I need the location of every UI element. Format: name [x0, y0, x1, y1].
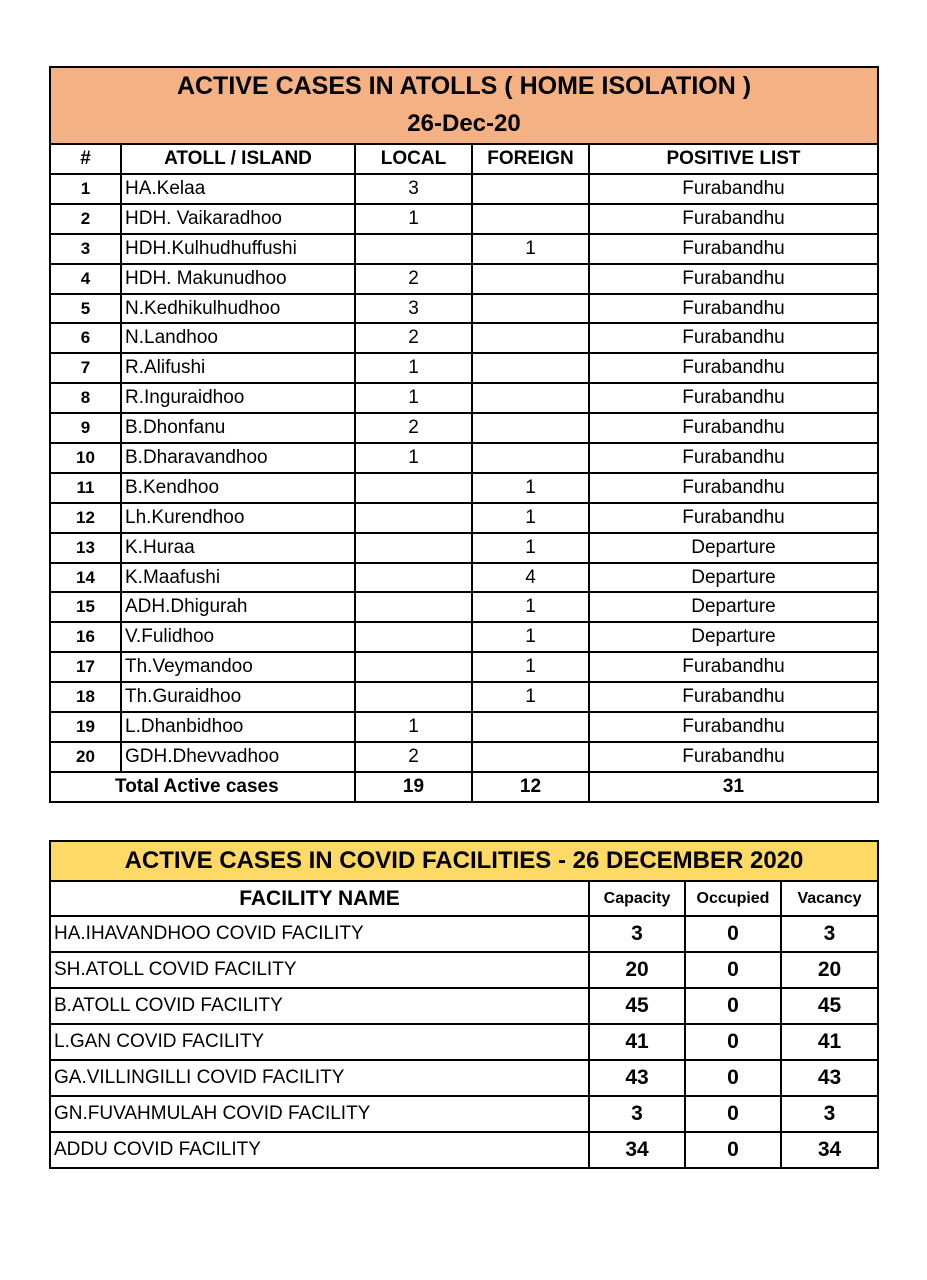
vacancy-value: 45 — [781, 988, 878, 1024]
local-count: 1 — [355, 383, 472, 413]
local-count: 3 — [355, 174, 472, 204]
island-name: HDH. Vaikaradhoo — [121, 204, 355, 234]
table-row — [50, 294, 878, 324]
capacity-value: 34 — [589, 1132, 685, 1168]
table-row — [50, 592, 878, 622]
table-row — [50, 682, 878, 712]
table-row — [50, 712, 878, 742]
row-number: 8 — [50, 383, 121, 413]
col-header-occupied: Occupied — [685, 881, 781, 916]
table-row — [50, 383, 878, 413]
local-count — [355, 473, 472, 503]
facility-name: SH.ATOLL COVID FACILITY — [50, 952, 589, 988]
row-number: 3 — [50, 234, 121, 264]
table-row — [50, 503, 878, 533]
positive-list: Furabandhu — [589, 652, 878, 682]
facility-name: L.GAN COVID FACILITY — [50, 1024, 589, 1060]
foreign-count — [472, 353, 589, 383]
row-number: 18 — [50, 682, 121, 712]
positive-list: Departure — [589, 622, 878, 652]
positive-list: Furabandhu — [589, 323, 878, 353]
foreign-count — [472, 383, 589, 413]
island-name: Lh.Kurendhoo — [121, 503, 355, 533]
foreign-count: 1 — [472, 533, 589, 563]
foreign-count: 1 — [472, 652, 589, 682]
island-name: HDH.Kulhudhuffushi — [121, 234, 355, 264]
local-count: 2 — [355, 742, 472, 772]
col-header-num: # — [50, 144, 121, 174]
island-name: Th.Guraidhoo — [121, 682, 355, 712]
row-number: 19 — [50, 712, 121, 742]
positive-list: Furabandhu — [589, 473, 878, 503]
foreign-count — [472, 323, 589, 353]
positive-list: Furabandhu — [589, 383, 878, 413]
local-count — [355, 652, 472, 682]
island-name: V.Fulidhoo — [121, 622, 355, 652]
local-count: 1 — [355, 443, 472, 473]
row-number: 14 — [50, 563, 121, 593]
facility-name: GA.VILLINGILLI COVID FACILITY — [50, 1060, 589, 1096]
capacity-value: 43 — [589, 1060, 685, 1096]
occupied-value: 0 — [685, 988, 781, 1024]
table-row — [50, 952, 878, 988]
capacity-value: 3 — [589, 916, 685, 952]
island-name: HA.Kelaa — [121, 174, 355, 204]
row-number: 10 — [50, 443, 121, 473]
vacancy-value: 41 — [781, 1024, 878, 1060]
table-row — [50, 916, 878, 952]
positive-list: Departure — [589, 563, 878, 593]
row-number: 1 — [50, 174, 121, 204]
capacity-value: 41 — [589, 1024, 685, 1060]
vacancy-value: 20 — [781, 952, 878, 988]
island-name: Th.Veymandoo — [121, 652, 355, 682]
facility-name: ADDU COVID FACILITY — [50, 1132, 589, 1168]
local-count: 2 — [355, 264, 472, 294]
local-count: 1 — [355, 712, 472, 742]
island-name: R.Inguraidhoo — [121, 383, 355, 413]
table-row — [50, 204, 878, 234]
local-count — [355, 503, 472, 533]
positive-list: Departure — [589, 533, 878, 563]
occupied-value: 0 — [685, 1024, 781, 1060]
positive-list: Furabandhu — [589, 413, 878, 443]
occupied-value: 0 — [685, 1096, 781, 1132]
capacity-value: 20 — [589, 952, 685, 988]
occupied-value: 0 — [685, 916, 781, 952]
foreign-count — [472, 264, 589, 294]
facility-name: GN.FUVAHMULAH COVID FACILITY — [50, 1096, 589, 1132]
occupied-value: 0 — [685, 1060, 781, 1096]
island-name: GDH.Dhevvadhoo — [121, 742, 355, 772]
foreign-count — [472, 174, 589, 204]
row-number: 4 — [50, 264, 121, 294]
total-row — [50, 772, 878, 802]
home-isolation-title: ACTIVE CASES IN ATOLLS ( HOME ISOLATION ) — [50, 67, 878, 105]
foreign-count: 1 — [472, 682, 589, 712]
foreign-count — [472, 443, 589, 473]
table-row — [50, 622, 878, 652]
local-count: 2 — [355, 413, 472, 443]
col-header-positive-list: POSITIVE LIST — [589, 144, 878, 174]
island-name: HDH. Makunudhoo — [121, 264, 355, 294]
table-row — [50, 652, 878, 682]
foreign-count: 1 — [472, 234, 589, 264]
table-row — [50, 473, 878, 503]
island-name: B.Dharavandhoo — [121, 443, 355, 473]
positive-list: Furabandhu — [589, 264, 878, 294]
table-row — [50, 443, 878, 473]
foreign-count: 1 — [472, 622, 589, 652]
row-number: 7 — [50, 353, 121, 383]
vacancy-value: 3 — [781, 1096, 878, 1132]
foreign-count — [472, 712, 589, 742]
vacancy-value: 34 — [781, 1132, 878, 1168]
island-name: B.Dhonfanu — [121, 413, 355, 443]
row-number: 16 — [50, 622, 121, 652]
table-row — [50, 1024, 878, 1060]
table-row — [50, 742, 878, 772]
positive-list: Furabandhu — [589, 712, 878, 742]
col-header-local: LOCAL — [355, 144, 472, 174]
island-name: N.Landhoo — [121, 323, 355, 353]
col-header-foreign: FOREIGN — [472, 144, 589, 174]
positive-list: Furabandhu — [589, 742, 878, 772]
positive-list: Furabandhu — [589, 682, 878, 712]
island-name: N.Kedhikulhudhoo — [121, 294, 355, 324]
positive-list: Departure — [589, 592, 878, 622]
facility-name: HA.IHAVANDHOO COVID FACILITY — [50, 916, 589, 952]
local-count — [355, 234, 472, 264]
island-name: B.Kendhoo — [121, 473, 355, 503]
table-row — [50, 264, 878, 294]
local-count: 1 — [355, 353, 472, 383]
island-name: ADH.Dhigurah — [121, 592, 355, 622]
row-number: 11 — [50, 473, 121, 503]
table-row — [50, 1096, 878, 1132]
table-row — [50, 988, 878, 1024]
local-count — [355, 563, 472, 593]
island-name: R.Alifushi — [121, 353, 355, 383]
total-label: Total Active cases — [50, 772, 355, 802]
table-row — [50, 533, 878, 563]
positive-list: Furabandhu — [589, 353, 878, 383]
table-row — [50, 174, 878, 204]
foreign-count: 4 — [472, 563, 589, 593]
island-name: K.Maafushi — [121, 563, 355, 593]
local-count: 2 — [355, 323, 472, 353]
table-row — [50, 563, 878, 593]
foreign-count — [472, 294, 589, 324]
row-number: 5 — [50, 294, 121, 324]
island-name: L.Dhanbidhoo — [121, 712, 355, 742]
positive-list: Furabandhu — [589, 204, 878, 234]
positive-list: Furabandhu — [589, 234, 878, 264]
total-all: 31 — [589, 772, 878, 802]
foreign-count: 1 — [472, 473, 589, 503]
col-header-capacity: Capacity — [589, 881, 685, 916]
col-header-facility-name: FACILITY NAME — [50, 881, 589, 916]
table-row — [50, 1060, 878, 1096]
row-number: 15 — [50, 592, 121, 622]
table-row — [50, 353, 878, 383]
positive-list: Furabandhu — [589, 503, 878, 533]
foreign-count: 1 — [472, 592, 589, 622]
row-number: 17 — [50, 652, 121, 682]
row-number: 6 — [50, 323, 121, 353]
foreign-count — [472, 413, 589, 443]
local-count — [355, 592, 472, 622]
table-row — [50, 1132, 878, 1168]
home-isolation-date: 26-Dec-20 — [50, 105, 878, 144]
facilities-table — [49, 840, 879, 1169]
vacancy-value: 43 — [781, 1060, 878, 1096]
local-count — [355, 682, 472, 712]
foreign-count — [472, 204, 589, 234]
total-foreign: 12 — [472, 772, 589, 802]
positive-list: Furabandhu — [589, 294, 878, 324]
foreign-count — [472, 742, 589, 772]
occupied-value: 0 — [685, 1132, 781, 1168]
total-local: 19 — [355, 772, 472, 802]
positive-list: Furabandhu — [589, 443, 878, 473]
island-name: K.Huraa — [121, 533, 355, 563]
row-number: 9 — [50, 413, 121, 443]
capacity-value: 45 — [589, 988, 685, 1024]
home-isolation-table — [49, 66, 879, 803]
capacity-value: 3 — [589, 1096, 685, 1132]
row-number: 2 — [50, 204, 121, 234]
table-row — [50, 234, 878, 264]
occupied-value: 0 — [685, 952, 781, 988]
foreign-count: 1 — [472, 503, 589, 533]
local-count: 1 — [355, 204, 472, 234]
local-count: 3 — [355, 294, 472, 324]
col-header-island: ATOLL / ISLAND — [121, 144, 355, 174]
col-header-vacancy: Vacancy — [781, 881, 878, 916]
row-number: 13 — [50, 533, 121, 563]
table-row — [50, 323, 878, 353]
row-number: 12 — [50, 503, 121, 533]
row-number: 20 — [50, 742, 121, 772]
facility-name: B.ATOLL COVID FACILITY — [50, 988, 589, 1024]
positive-list: Furabandhu — [589, 174, 878, 204]
local-count — [355, 533, 472, 563]
table-row — [50, 413, 878, 443]
local-count — [355, 622, 472, 652]
vacancy-value: 3 — [781, 916, 878, 952]
facilities-title: ACTIVE CASES IN COVID FACILITIES - 26 DECEMBER 2020 — [50, 841, 878, 881]
